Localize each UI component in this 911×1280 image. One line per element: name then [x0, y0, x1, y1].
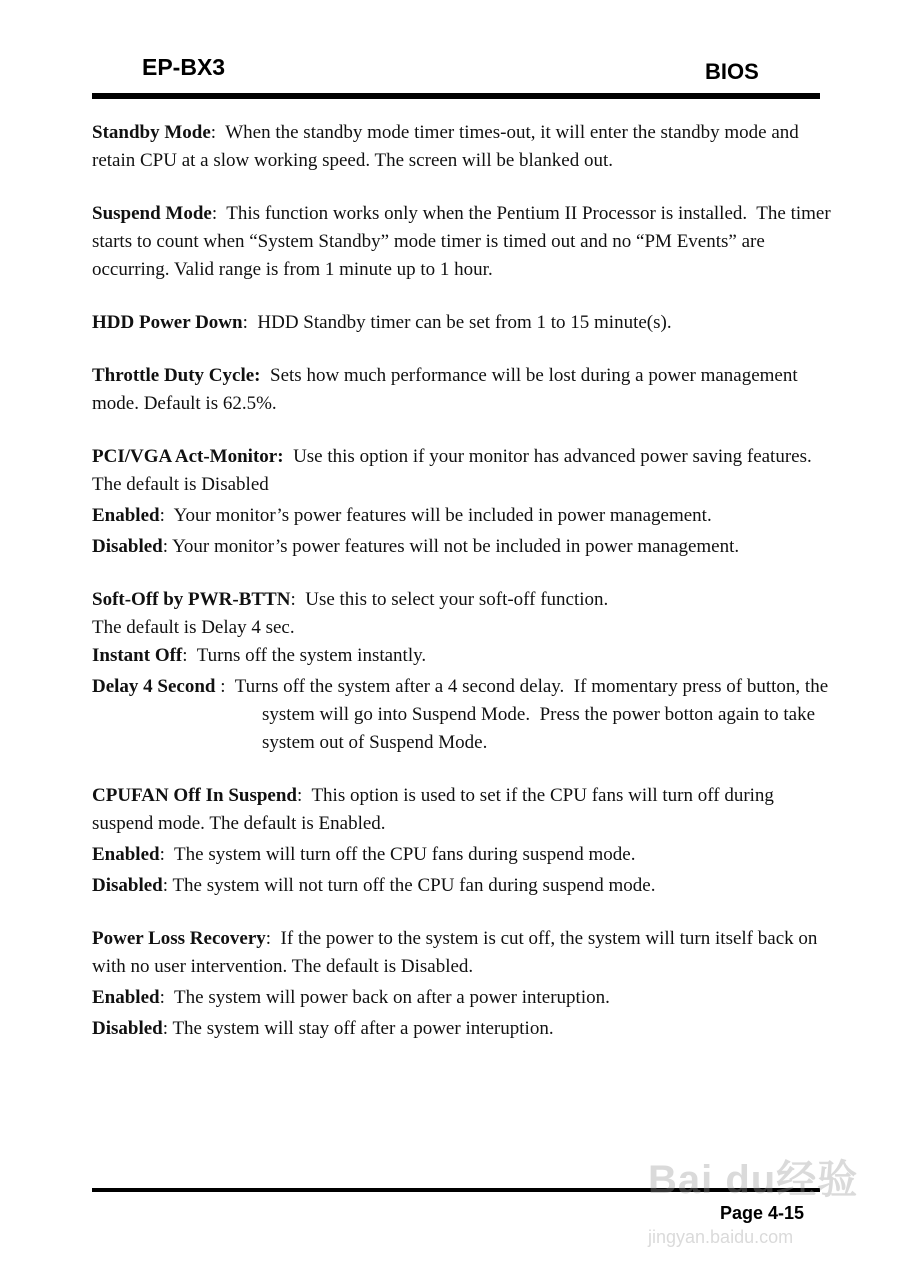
page-body [92, 119, 836, 1043]
pci-vga-option-disabled: Disabled: Your monitor’s power features will not be included in power management. [92, 536, 740, 557]
page-number: Page 4-15 [720, 1203, 805, 1223]
power-loss-option-enabled: Enabled: The system will power back on after a power interuption. [92, 987, 610, 1008]
power-loss-text: If the power to the system is cut off, the system will turn itself back on with no user intervention. The default is Disabled. [92, 928, 823, 977]
soft-off-text: Use this to select your soft-off function. [305, 589, 609, 610]
soft-off-paragraph: Soft-Off by PWR-BTTN: Use this to select your soft-off function. [92, 589, 609, 610]
soft-off-term: Soft-Off by PWR-BTTN [92, 589, 291, 610]
header-rule [92, 93, 820, 99]
watermark-brand: Bai du经验 [648, 1158, 859, 1202]
pci-vga-term: PCI/VGA Act-Monitor: [92, 446, 284, 467]
throttle-duty-cycle-term: Throttle Duty Cycle: [92, 365, 261, 386]
suspend-mode-text: This function works only when the Pentium II Processor is installed. The timer starts to count when “System Standby” mode timer is timed out and no “PM Events” are occurring. Valid range is from 1 minute up to 1 hour. [92, 203, 836, 280]
soft-off-option-instant: Instant Off: Turns off the system instantly. [92, 645, 427, 666]
throttle-duty-cycle-paragraph [92, 362, 832, 418]
header-section: BIOS [705, 59, 759, 84]
pci-vga-option-enabled: Enabled: Your monitor’s power features will be included in power management. [92, 505, 712, 526]
hdd-power-down-term: HDD Power Down [92, 312, 243, 333]
pci-vga-text: Use this option if your monitor has advanced power saving features. The default is Disabled [92, 446, 817, 495]
cpufan-text: This option is used to set if the CPU fans will turn off during suspend mode. The default is Enabled. [92, 785, 779, 834]
cpufan-term: CPUFAN Off In Suspend [92, 785, 297, 806]
throttle-duty-cycle-text: Sets how much performance will be lost during a power management mode. Default is 62.5%. [92, 365, 803, 414]
standby-mode-paragraph: Standby Mode: When the standby mode timer times-out, it will enter the standby mode and retain CPU at a slow working speed. The screen will be blanked out. [92, 122, 804, 171]
suspend-mode-term: Suspend Mode [92, 203, 212, 224]
pci-vga-paragraph [92, 443, 832, 499]
suspend-mode-paragraph: Suspend Mode: This function works only when the Pentium II Processor is installed. The timer starts to count when “System Standby” mode timer is timed out and no “PM Events” are occurring. Valid range is from 1 minute up to 1 hour. [92, 203, 836, 280]
watermark-site: jingyan.baidu.com [648, 1227, 794, 1247]
power-loss-option-disabled: Disabled: The system will stay off after a power interuption. [92, 1018, 554, 1039]
cpufan-option-disabled: Disabled: The system will not turn off the CPU fan during suspend mode. [92, 875, 656, 896]
power-loss-term: Power Loss Recovery [92, 928, 266, 949]
hdd-power-down-paragraph: HDD Power Down: HDD Standby timer can be set from 1 to 15 minute(s). [92, 312, 672, 333]
cpufan-option-enabled: Enabled: The system will turn off the CPU fans during suspend mode. [92, 844, 636, 865]
standby-mode-text: When the standby mode timer times-out, it will enter the standby mode and retain CPU at a slow working speed. The screen will be blanked out. [92, 122, 804, 171]
watermark [648, 1148, 858, 1248]
hdd-power-down-text: HDD Standby timer can be set from 1 to 15 minute(s). [257, 312, 672, 333]
header-model: EP-BX3 [142, 54, 226, 80]
soft-off-default: The default is Delay 4 sec. [92, 617, 295, 638]
cpufan-paragraph: CPUFAN Off In Suspend: This option is used to set if the CPU fans will turn off during suspend mode. The default is Enabled. [92, 785, 779, 834]
standby-mode-term: Standby Mode [92, 122, 211, 143]
soft-off-option-delay: Delay 4 Second : Turns off the system after a 4 second delay. If momentary press of button, the system will go into Suspend Mode. Press the power botton again to take system out of Suspend Mode. [92, 676, 833, 753]
power-loss-paragraph: Power Loss Recovery: If the power to the system is cut off, the system will turn itself back on with no user intervention. The default is Disabled. [92, 928, 823, 977]
